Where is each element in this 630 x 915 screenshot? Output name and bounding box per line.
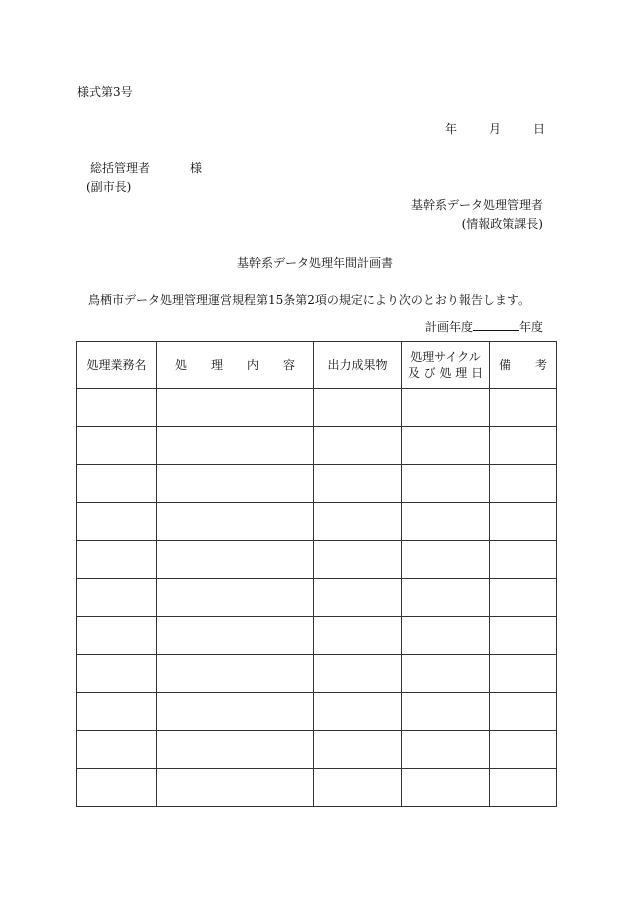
- table-cell[interactable]: [314, 465, 402, 503]
- plan-table: [76, 341, 557, 807]
- table-cell[interactable]: [402, 389, 490, 427]
- header-line: 出力成果物: [327, 358, 388, 372]
- table-row: [77, 769, 557, 807]
- date-month-label: 月: [488, 122, 501, 136]
- table-cell[interactable]: [402, 731, 490, 769]
- plan-year-suffix: 年度: [518, 320, 543, 334]
- table-cell[interactable]: [490, 693, 557, 731]
- table-cell[interactable]: [490, 769, 557, 807]
- table-row: [77, 579, 557, 617]
- table-row: [77, 731, 557, 769]
- table-cell[interactable]: [157, 389, 314, 427]
- table-cell[interactable]: [314, 427, 402, 465]
- table-cell[interactable]: [157, 427, 314, 465]
- table-cell[interactable]: [77, 465, 157, 503]
- table-cell[interactable]: [157, 579, 314, 617]
- table-cell[interactable]: [77, 731, 157, 769]
- table-cell[interactable]: [314, 655, 402, 693]
- table-cell[interactable]: [314, 731, 402, 769]
- date-year-label: 年: [445, 122, 458, 136]
- table-cell[interactable]: [157, 503, 314, 541]
- addressee-role: (副市長): [86, 180, 132, 194]
- table-cell[interactable]: [314, 693, 402, 731]
- header-line: 及 び 処 理 日: [407, 366, 484, 380]
- table-cell[interactable]: [490, 465, 557, 503]
- table-row: [77, 465, 557, 503]
- table-header-cell: [402, 342, 490, 389]
- table-row: [77, 427, 557, 465]
- table-cell[interactable]: [77, 693, 157, 731]
- table-cell[interactable]: [402, 541, 490, 579]
- table-cell[interactable]: [402, 655, 490, 693]
- form-number: 様式第3号: [77, 85, 133, 99]
- table-row: [77, 693, 557, 731]
- table-cell[interactable]: [314, 769, 402, 807]
- table-cell[interactable]: [490, 389, 557, 427]
- table-row: [77, 389, 557, 427]
- table-cell[interactable]: [490, 427, 557, 465]
- table-cell[interactable]: [77, 617, 157, 655]
- table-cell[interactable]: [402, 617, 490, 655]
- table-cell[interactable]: [402, 427, 490, 465]
- table-row: [77, 503, 557, 541]
- plan-year-label: 計画年度: [424, 320, 473, 334]
- header-line: 処 理 内 容: [174, 358, 295, 372]
- plan-year: [425, 318, 543, 335]
- table-cell[interactable]: [77, 579, 157, 617]
- table-header-row: [77, 342, 557, 389]
- table-cell[interactable]: [314, 389, 402, 427]
- table-cell[interactable]: [77, 503, 157, 541]
- table-header-cell: [157, 342, 314, 389]
- table-cell[interactable]: [402, 465, 490, 503]
- table-cell[interactable]: [314, 579, 402, 617]
- table-body: [77, 389, 557, 807]
- table-cell[interactable]: [490, 731, 557, 769]
- table-cell[interactable]: [402, 579, 490, 617]
- table-header-cell: [490, 342, 557, 389]
- table-header-cell: [314, 342, 402, 389]
- table-cell[interactable]: [157, 541, 314, 579]
- sender-role: (情報政策課長): [461, 217, 543, 231]
- table-cell[interactable]: [402, 503, 490, 541]
- table-cell[interactable]: [157, 769, 314, 807]
- table-row: [77, 541, 557, 579]
- header-line: 備 考: [498, 358, 547, 372]
- table-cell[interactable]: [157, 655, 314, 693]
- document-title: 基幹系データ処理年間計画書: [236, 256, 393, 270]
- table-cell[interactable]: [157, 617, 314, 655]
- table-cell[interactable]: [77, 655, 157, 693]
- table-row: [77, 617, 557, 655]
- addressee-name: 総括管理者: [90, 161, 151, 175]
- table-cell[interactable]: [402, 693, 490, 731]
- date-day-label: 日: [532, 122, 545, 136]
- table-cell[interactable]: [77, 389, 157, 427]
- table-cell[interactable]: [314, 503, 402, 541]
- table-cell[interactable]: [490, 617, 557, 655]
- addressee: [90, 160, 202, 176]
- table-row: [77, 655, 557, 693]
- table-cell[interactable]: [490, 655, 557, 693]
- table-cell[interactable]: [157, 465, 314, 503]
- table-cell[interactable]: [314, 617, 402, 655]
- table-cell[interactable]: [490, 503, 557, 541]
- table-cell[interactable]: [77, 427, 157, 465]
- table-cell[interactable]: [77, 541, 157, 579]
- table-cell[interactable]: [490, 541, 557, 579]
- header-line: 処理業務名: [86, 358, 147, 372]
- body-text: 鳥栖市データ処理管理運営規程第15条第2項の規定により次のとおり報告します。: [88, 293, 530, 307]
- table-cell[interactable]: [402, 769, 490, 807]
- date-line: [445, 121, 545, 137]
- table-cell[interactable]: [490, 579, 557, 617]
- table-header-cell: [77, 342, 157, 389]
- addressee-suffix: 様: [190, 161, 203, 175]
- table-cell[interactable]: [314, 541, 402, 579]
- header-line: 処理サイクル: [410, 350, 481, 364]
- sender-name: 基幹系データ処理管理者: [410, 198, 543, 212]
- table-cell[interactable]: [77, 769, 157, 807]
- table-cell[interactable]: [157, 731, 314, 769]
- table-cell[interactable]: [157, 693, 314, 731]
- plan-year-blank: [473, 318, 519, 331]
